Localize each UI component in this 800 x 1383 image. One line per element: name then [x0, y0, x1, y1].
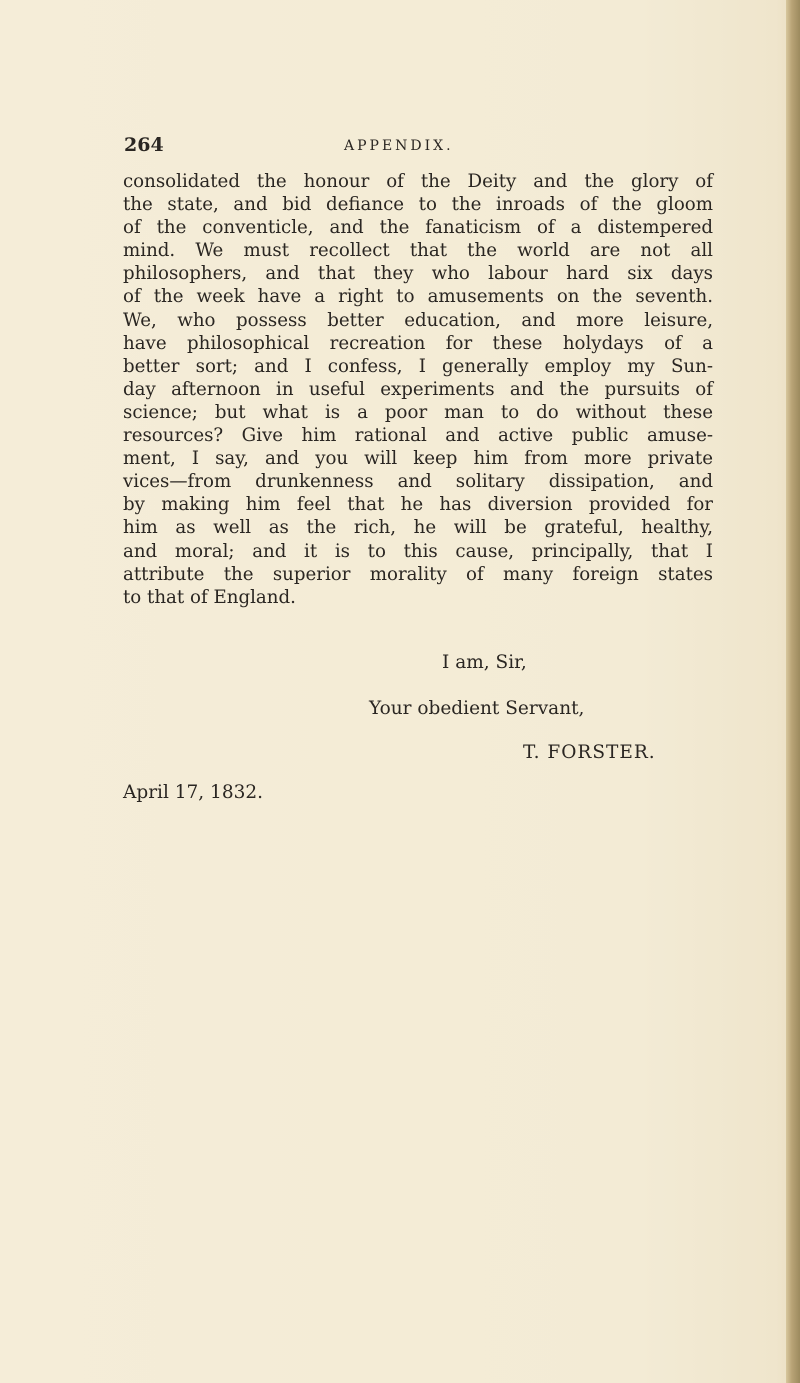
text-line: of the conventicle, and the fanaticism of a distempered: [123, 217, 713, 239]
text-line: him as well as the rich, he will be grateful, healthy,: [123, 517, 713, 539]
page-number: 264: [124, 134, 164, 156]
text-line: of the week have a right to amusements on the seventh.: [123, 286, 713, 308]
text-line: consolidated the honour of the Deity and the glory of: [123, 171, 713, 192]
running-title: APPENDIX.: [344, 138, 454, 154]
text-line: to that of England.: [123, 586, 296, 608]
page-edge: [786, 0, 800, 1383]
text-line: by making him feel that he has diversion provided for: [123, 494, 713, 516]
running-head: [124, 134, 704, 164]
valediction: Your obedient Servant,: [369, 698, 585, 719]
text-line: mind. We must recollect that the world are not all: [123, 240, 713, 262]
text-line: better sort; and I confess, I generally employ my Sun-: [123, 355, 713, 377]
body-paragraph: [123, 170, 713, 609]
text-line: resources? Give him rational and active public amuse-: [123, 425, 713, 447]
text-line: We, who possess better education, and more leisure,: [123, 309, 713, 331]
text-line: day afternoon in useful experiments and the pursuits of: [123, 378, 713, 400]
letter-date: April 17, 1832.: [123, 782, 264, 803]
text-line: philosophers, and that they who labour hard six days: [123, 263, 713, 285]
text-line: have philosophical recreation for these holydays of a: [123, 332, 713, 354]
text-line: vices—from drunkenness and solitary dissipation, and: [123, 471, 713, 493]
salutation: I am, Sir,: [442, 652, 527, 673]
text-line: attribute the superior morality of many foreign states: [123, 563, 713, 585]
text-line: science; but what is a poor man to do without these: [123, 401, 713, 423]
text-line: and moral; and it is to this cause, principally, that I: [123, 540, 713, 562]
text-line: the state, and bid defiance to the inroads of the gloom: [123, 194, 713, 216]
text-line: ment, I say, and you will keep him from more private: [123, 448, 713, 470]
signature: T. FORSTER.: [523, 742, 656, 763]
